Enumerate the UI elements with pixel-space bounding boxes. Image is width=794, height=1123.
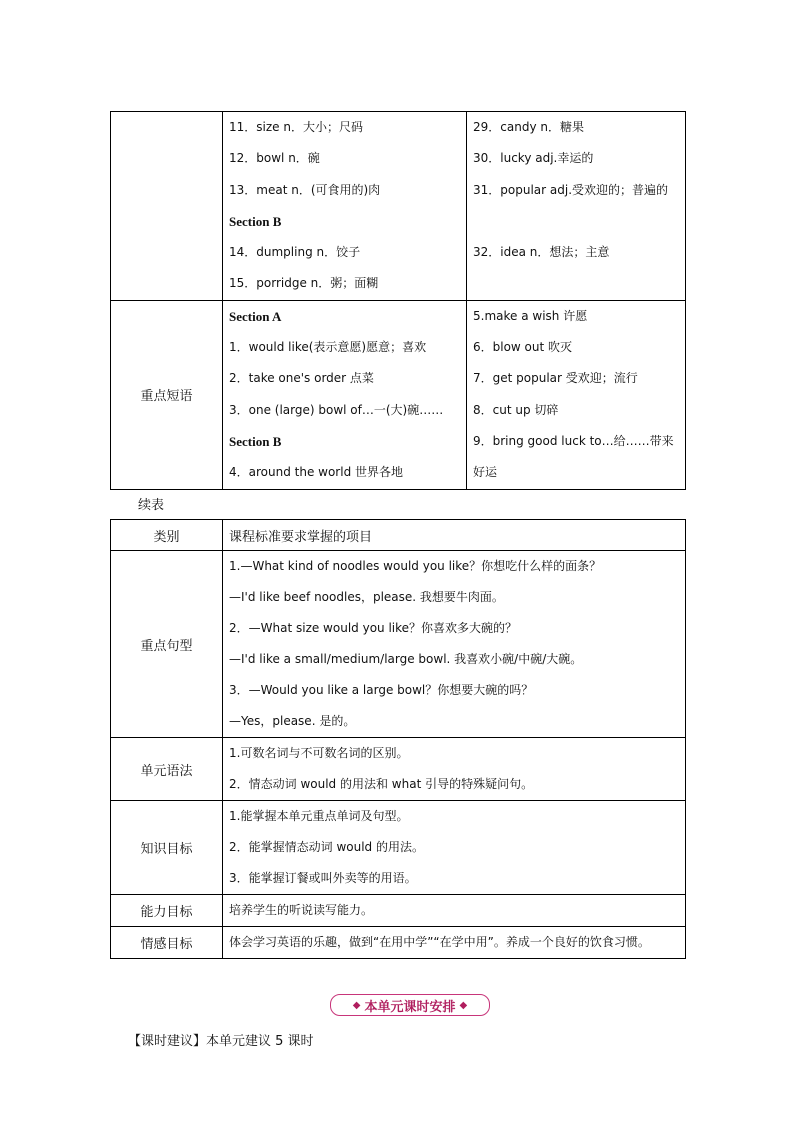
- list-item: 2．take one's order 点菜: [229, 371, 374, 386]
- list-item: 培养学生的听说读写能力。: [229, 903, 374, 917]
- table-row: [111, 738, 686, 801]
- list-item: 8．cut up 切碎: [473, 402, 559, 417]
- list-item: 1．would like(表示意愿)愿意；喜欢: [229, 340, 427, 355]
- words-cell-right: [467, 112, 686, 301]
- table-row: [111, 300, 686, 489]
- lesson-suggestion: 【课时建议】本单元建议 5 课时: [128, 1034, 314, 1049]
- table-row: [111, 895, 686, 927]
- content-cell: [223, 551, 686, 738]
- header-category: 类别: [111, 520, 223, 551]
- list-item: 31．popular adj.受欢迎的；普遍的: [473, 182, 669, 197]
- vocabulary-table: [110, 111, 686, 490]
- list-item: 12．bowl n．碗: [229, 151, 320, 166]
- list-item: 体会学习英语的乐趣，做到“在用中学”“在学中用”。养成一个良好的饮食习惯。: [229, 935, 650, 949]
- list-item: 13．meat n．(可食用的)肉: [229, 182, 381, 197]
- list-item: 1.能掌握本单元重点单词及句型。: [229, 809, 409, 823]
- table-header-row: [111, 520, 686, 551]
- list-item: 2．情态动词 would 的用法和 what 引导的特殊疑问句。: [229, 777, 534, 791]
- curriculum-table: [110, 519, 686, 959]
- table-row: [111, 927, 686, 959]
- list-item: —I'd like a small/medium/large bowl. 我喜欢小碗/中碗/大碗。: [229, 652, 583, 666]
- list-item: 14．dumpling n．饺子: [229, 245, 361, 260]
- list-item: 3．one (large) bowl of…一(大)碗……: [229, 402, 444, 417]
- content-cell: [223, 801, 686, 895]
- list-item: 2．—What size would you like？你喜欢多大碗的？: [229, 621, 518, 635]
- phrases-cell-right: [467, 300, 686, 489]
- list-item: 2．能掌握情态动词 would 的用法。: [229, 840, 424, 854]
- category-cell: 情感目标: [111, 927, 223, 959]
- list-item: 5.make a wish 许愿: [473, 308, 588, 323]
- banner-title: 本单元课时安排: [364, 999, 456, 1015]
- header-items: 课程标准要求掌握的项目: [223, 520, 686, 551]
- list-item: 15．porridge n．粥；面糊: [229, 276, 379, 291]
- table-row: [111, 551, 686, 738]
- list-item: 30．lucky adj.幸运的: [473, 151, 594, 166]
- list-item: —Yes，please. 是的。: [229, 714, 356, 728]
- words-cell-left: [223, 112, 467, 301]
- continued-label: 续表: [138, 498, 165, 513]
- category-cell: 单元语法: [111, 738, 223, 801]
- list-item: 1.可数名词与不可数名词的区别。: [229, 746, 409, 760]
- list-item: 3．—Would you like a large bowl？你想要大碗的吗？: [229, 683, 534, 697]
- list-item: 11．size n．大小；尺码: [229, 120, 363, 134]
- category-cell: 能力目标: [111, 895, 223, 927]
- content-cell: [223, 738, 686, 801]
- list-item: 1.—What kind of noodles would you like？你想吃什么样的面条？: [229, 559, 602, 573]
- category-cell: 知识目标: [111, 801, 223, 895]
- content-cell: [223, 895, 686, 927]
- section-heading: Section A: [229, 308, 282, 324]
- diamond-arrow-right-icon: ◆: [459, 999, 468, 1011]
- list-item: 4．around the world 世界各地: [229, 465, 404, 480]
- section-heading: Section B: [229, 433, 282, 449]
- list-item: 3．能掌握订餐或叫外卖等的用语。: [229, 871, 417, 885]
- list-item: 6．blow out 吹灭: [473, 340, 573, 355]
- list-item: 7．get popular 受欢迎；流行: [473, 371, 638, 386]
- category-cell: 重点句型: [111, 551, 223, 738]
- table-row: [111, 112, 686, 301]
- table-row: [111, 801, 686, 895]
- list-item: 32．idea n．想法；主意: [473, 245, 610, 260]
- diamond-arrow-left-icon: ◆: [352, 999, 361, 1011]
- phrases-cell-left: [223, 300, 467, 489]
- section-banner: [330, 994, 490, 1016]
- category-cell-empty: [111, 112, 223, 301]
- list-item: —I'd like beef noodles，please. 我想要牛肉面。: [229, 590, 504, 604]
- list-item: 9．bring good luck to…给……带来好运: [473, 433, 674, 480]
- section-heading: Section B: [229, 213, 282, 229]
- content-cell: [223, 927, 686, 959]
- category-cell: 重点短语: [111, 300, 223, 489]
- list-item: 29．candy n．糖果: [473, 120, 584, 134]
